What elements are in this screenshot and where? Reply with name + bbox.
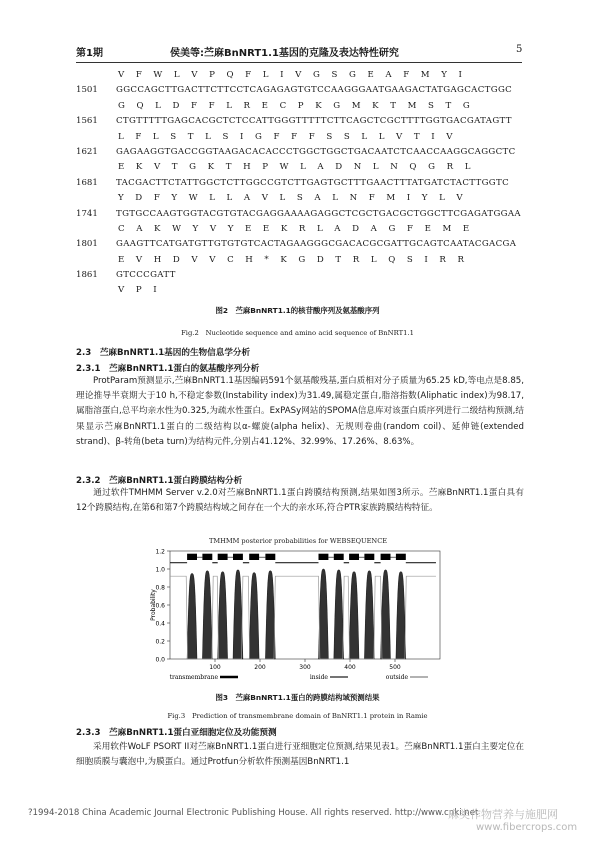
watermark-url: www.fibercrops.com xyxy=(476,822,578,833)
amino-acid-text: C A K W Y V Y E E K R L A D A G F E M E xyxy=(118,223,471,234)
legend-label: transmembrane xyxy=(169,674,218,681)
page-number: 5 xyxy=(516,44,523,55)
amino-acid-text: V F W L V P Q F L I V G S G E A F M Y I xyxy=(118,70,464,80)
x-tick-label: 500 xyxy=(389,664,401,671)
sequence-position: 1501 xyxy=(76,85,98,96)
legend-label: inside xyxy=(309,674,328,681)
paragraph-wolfpsort-text: 采用软件WoLF PSORT II对苎麻BnNRT1.1蛋白进行亚细胞定位预测,结果见表1。苎麻BnNRT1.1蛋白主要定位在细胞质膜与囊泡中,为膜蛋白。通过Protfun分析软件预测基因BnNRT1.1 xyxy=(76,742,524,768)
tm-top-bar xyxy=(396,554,406,560)
sequence-position: 1561 xyxy=(76,116,98,127)
watermark-cn: 麻类作物营养与施肥网 xyxy=(448,808,558,821)
tmhmm-figure xyxy=(148,537,448,689)
amino-acid-text: E V H D V V C H * K G D T R L Q S I R R xyxy=(118,254,466,265)
amino-acid-row xyxy=(76,222,522,237)
amino-acid-text: G Q L D F F L R E C P K G M K T M S T G xyxy=(118,100,471,111)
paragraph-tmhmm xyxy=(76,486,524,516)
amino-acid-row xyxy=(76,160,522,175)
tm-top-bar xyxy=(319,554,329,560)
x-tick-label: 200 xyxy=(254,664,266,671)
tm-top-bar xyxy=(187,554,197,560)
y-tick-label: 0.6 xyxy=(155,602,165,610)
nucleotide-text: GAGAAGGTGACCGGTAAGACACACCCTGGCTGGCTGACAATCTCAACCAAGGCAGGCTC xyxy=(116,146,516,157)
nucleotide-text: TGTGCCAAGTGGTACGTGTACGAGGAAAAGAGGCTCGCTGACGCTGGCTTCGAGATGGAA xyxy=(116,208,521,219)
x-tick-label: 400 xyxy=(344,664,356,671)
tmhmm-chart xyxy=(148,537,448,689)
sequence-position: 1621 xyxy=(76,146,98,157)
running-title: 侯美等:苎麻BnNRT1.1基因的克隆及表达特性研究 xyxy=(170,48,399,59)
y-tick-label: 1.0 xyxy=(155,566,165,574)
chart-title: TMHMM posterior probabilities for WEBSEQUENCE xyxy=(208,537,388,545)
nucleotide-row xyxy=(76,176,522,191)
nucleotide-text: CTGTTTTTGAGCACGCTCTCCATTGGGTTTTTCTTCAGCTCGCTTTTGGTGACGATAGTT xyxy=(116,116,512,127)
nucleotide-text: GAAGTTCATGATGTTGTGTGTCACTAGAAGGGCGACACGCGATTGCAGTCAATACGACGA xyxy=(116,239,517,250)
fig3-caption-en: Fig.3 Prediction of transmembrane domain of BnNRT1.1 protein in Ramie xyxy=(167,712,428,720)
y-tick-label: 1.2 xyxy=(155,548,165,556)
nucleotide-text: GTCCCGATT xyxy=(116,270,176,281)
legend-label: outside xyxy=(385,674,408,681)
tm-top-bar xyxy=(233,554,243,560)
paragraph-protparam-text: ProtParam预测显示,苎麻BnNRT1.1基因编码591个氨基酸残基,蛋白质相对分子质量为65.25 kD,等电点是8.85,理论推导半衰期大于10 h,不稳定参数(Instability index)为31.49,属稳定蛋白,脂溶指数(Aliphatic index)为98.17,属脂溶蛋白,总平均亲水性为0.325,为疏水性蛋白。ExPASy网站的SPOMA信息库对该蛋白质序列进行二级结构预测,结果显示苎麻BnNRT1.1蛋白的二级结构以α-螺旋(alpha helix)、无规则卷曲(random coil)、延伸链(extended strand)、β-转角(beta turn)为结构元件,分别占41.12%、32.99%、17.26%、8.63%。 xyxy=(76,376,524,447)
x-tick-label: 300 xyxy=(299,664,311,671)
tm-top-bar xyxy=(349,554,359,560)
amino-acid-row xyxy=(76,191,522,206)
section-2-3-1: 2.3.1 苎麻BnNRT1.1蛋白的氨基酸序列分析 xyxy=(76,364,260,374)
section-2-3-2: 2.3.2 苎麻BnNRT1.1蛋白跨膜结构分析 xyxy=(76,476,243,486)
sequence-position: 1801 xyxy=(76,239,98,250)
amino-acid-text: E K V T G K T H P W L A D N L N Q G R L xyxy=(118,162,472,173)
tm-top-bar xyxy=(265,554,275,560)
y-tick-label: 0.0 xyxy=(155,656,165,664)
tm-top-bar xyxy=(364,554,374,560)
tm-top-bar xyxy=(381,554,391,560)
y-tick-label: 0.2 xyxy=(155,638,165,646)
nucleotide-row xyxy=(76,237,522,252)
amino-acid-text: Y D F Y W L L A V L S A L N F M I Y L V xyxy=(118,193,464,204)
section-2-3-3: 2.3.3 苎麻BnNRT1.1蛋白亚细胞定位及功能预测 xyxy=(76,728,277,738)
nucleotide-row xyxy=(76,114,522,129)
nucleotide-row xyxy=(76,145,522,160)
section-2-3: 2.3 苎麻BnNRT1.1基因的生物信息学分析 xyxy=(76,348,251,358)
tm-top-bar xyxy=(334,554,344,560)
amino-acid-row xyxy=(76,253,522,268)
fig2-caption-cn: 图2 苎麻BnNRT1.1的核苷酸序列及氨基酸序列 xyxy=(215,306,380,315)
y-tick-label: 0.4 xyxy=(155,620,165,628)
y-axis-label: Probability xyxy=(150,589,157,621)
amino-acid-text: V P I xyxy=(118,285,158,296)
nucleotide-row xyxy=(76,207,522,222)
tm-top-bar xyxy=(202,554,212,560)
amino-acid-row xyxy=(76,130,522,145)
sequence-block xyxy=(76,68,522,299)
tm-top-bar xyxy=(249,554,259,560)
paragraph-protparam xyxy=(76,374,524,450)
amino-acid-row xyxy=(76,99,522,114)
nucleotide-row xyxy=(76,83,522,98)
nucleotide-text: GGCCAGCTTGACTTCTTCCTCAGAGAGTGTCCAAGGGAATGAAGACTATGAGCACTGGC xyxy=(116,85,513,96)
fig3-caption-cn: 图3 苎麻BnNRT1.1蛋白的跨膜结构域预测结果 xyxy=(215,693,380,702)
sequence-position: 1861 xyxy=(76,270,98,281)
nucleotide-text: TACGACTTCTATTGGCTCTTGGCCGTCTTGAGTGCTTTGAACTTTATGATCTACTTGGTC xyxy=(116,177,510,188)
tm-top-bar xyxy=(218,554,228,560)
amino-acid-row xyxy=(76,283,522,298)
header-rule xyxy=(76,62,522,63)
nucleotide-row xyxy=(76,268,522,283)
y-tick-label: 0.8 xyxy=(155,584,165,592)
copyright-footer: ?1994-2018 China Academic Journal Electronic Publishing House. All rights reserved. http://www.cnki.net xyxy=(28,808,479,818)
paragraph-wolfpsort xyxy=(76,740,524,770)
sequence-position: 1681 xyxy=(76,177,98,188)
paragraph-tmhmm-text: 通过软件TMHMM Server v.2.0对苎麻BnNRT1.1蛋白跨膜结构预测,结果如图3所示。苎麻BnNRT1.1蛋白具有12个跨膜结构,在第6和第7个跨膜结构域之间存在一个大的亲水环,符合PTR家族跨膜结构特征。 xyxy=(76,488,524,514)
x-tick-label: 100 xyxy=(209,664,221,671)
sequence-position: 1741 xyxy=(76,208,98,219)
amino-acid-row xyxy=(76,68,522,83)
amino-acid-text: L F L S T L S I G F F F S S L L V T I V xyxy=(118,131,454,142)
fig2-caption-en: Fig.2 Nucleotide sequence and amino acid sequence of BnNRT1.1 xyxy=(181,329,414,337)
issue-number: 第1期 xyxy=(76,48,103,59)
